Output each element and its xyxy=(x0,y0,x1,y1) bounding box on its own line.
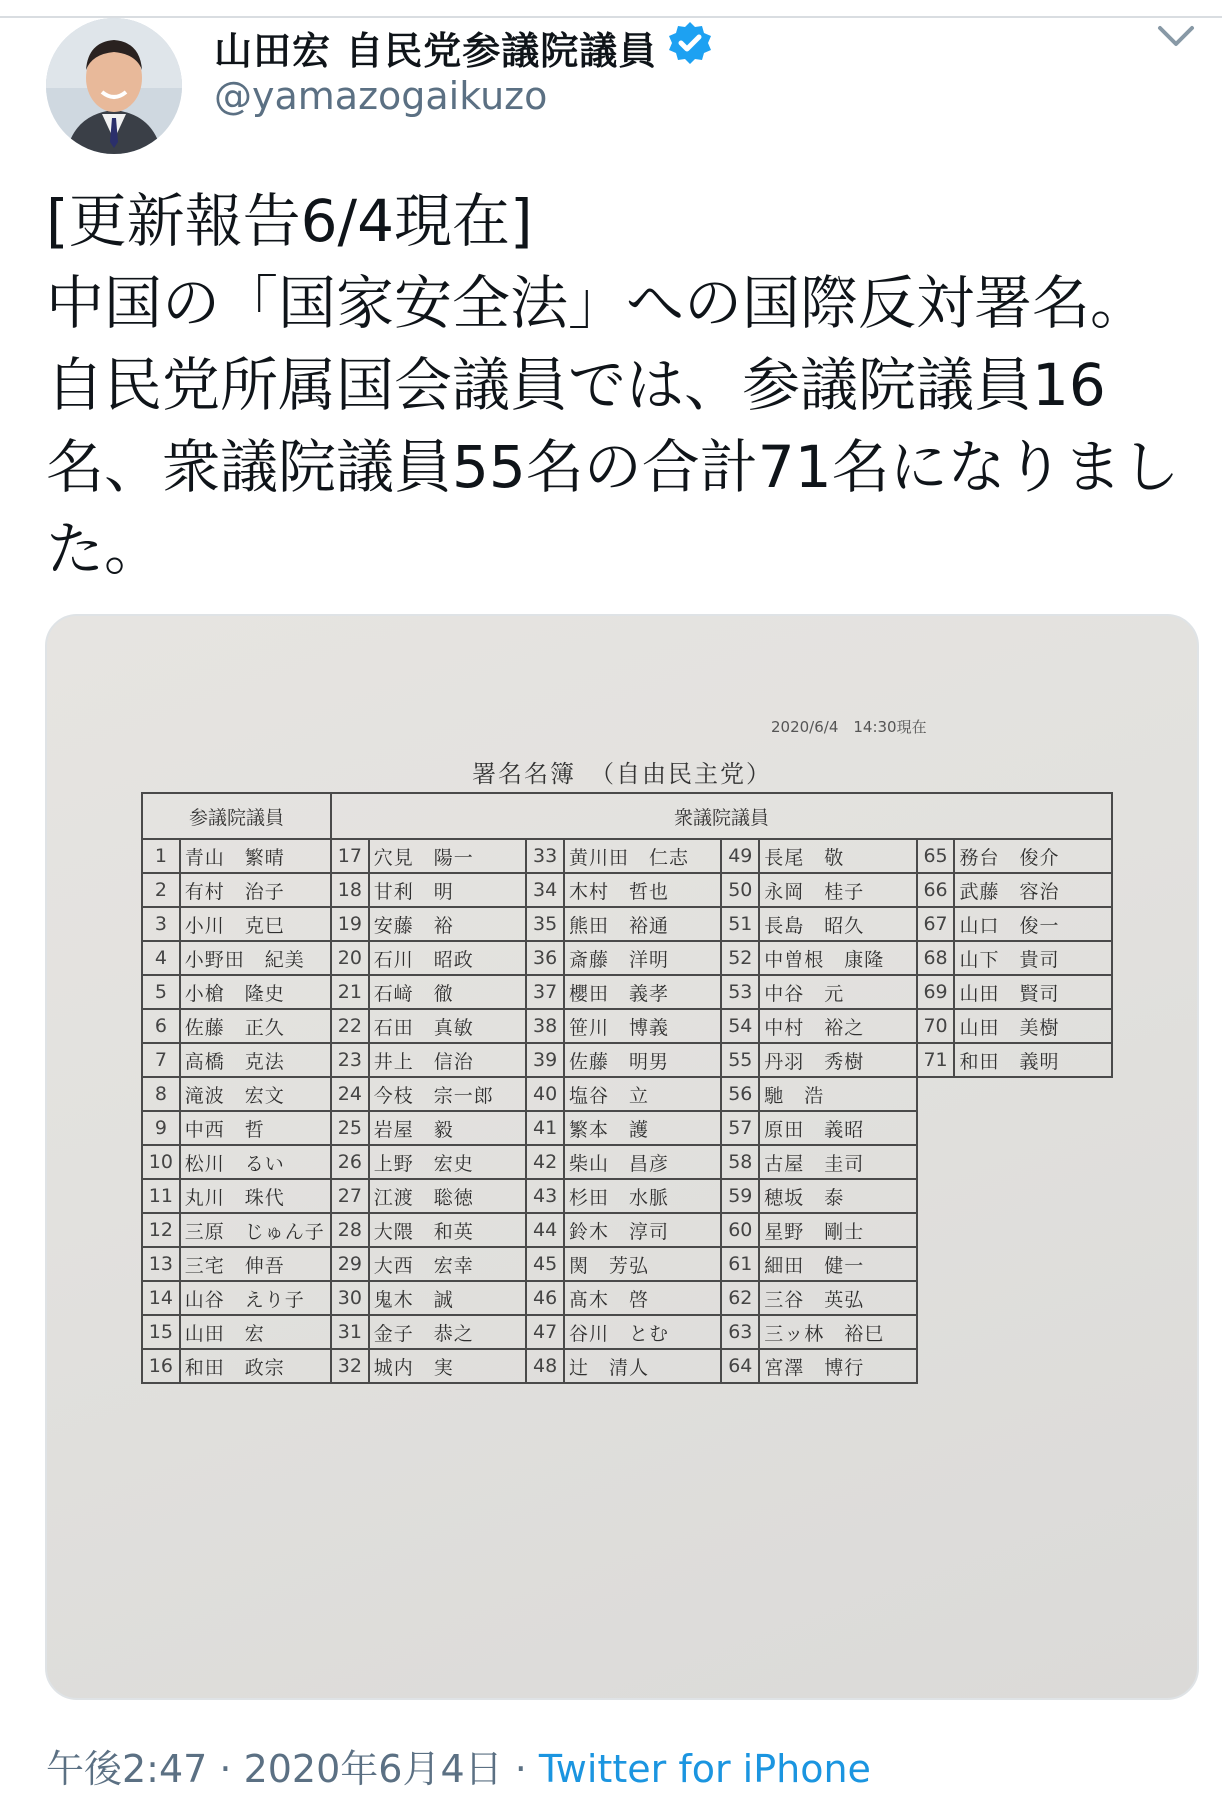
member-name: 石川 昭政 xyxy=(369,941,526,975)
member-number: 67 xyxy=(917,907,955,941)
member-number: 33 xyxy=(526,839,564,873)
member-number: 32 xyxy=(331,1349,369,1383)
member-name: 三谷 英弘 xyxy=(759,1281,916,1315)
table-row xyxy=(142,873,1112,907)
member-number: 40 xyxy=(526,1077,564,1111)
member-name: 松川 るい xyxy=(180,1145,331,1179)
member-number: 49 xyxy=(721,839,759,873)
member-name: 斎藤 洋明 xyxy=(564,941,721,975)
member-number: 31 xyxy=(331,1315,369,1349)
member-number: 4 xyxy=(142,941,180,975)
member-name: 大西 宏幸 xyxy=(369,1247,526,1281)
member-number: 17 xyxy=(331,839,369,873)
member-name: 山口 俊一 xyxy=(954,907,1112,941)
member-number: 54 xyxy=(721,1009,759,1043)
member-name: 鈴木 淳司 xyxy=(564,1213,721,1247)
member-number: 22 xyxy=(331,1009,369,1043)
member-number: 47 xyxy=(526,1315,564,1349)
member-name: 山田 宏 xyxy=(180,1315,331,1349)
member-number: 27 xyxy=(331,1179,369,1213)
member-number: 53 xyxy=(721,975,759,1009)
member-name: 三宅 伸吾 xyxy=(180,1247,331,1281)
member-number: 61 xyxy=(721,1247,759,1281)
member-name: 小川 克巳 xyxy=(180,907,331,941)
empty-cell xyxy=(954,1247,1112,1281)
table-row xyxy=(142,1247,1112,1281)
member-name: 山下 貴司 xyxy=(954,941,1112,975)
member-number: 24 xyxy=(331,1077,369,1111)
table-row xyxy=(142,1349,1112,1383)
table-row xyxy=(142,1145,1112,1179)
member-name: 髙木 啓 xyxy=(564,1281,721,1315)
member-name: 馳 浩 xyxy=(759,1077,916,1111)
member-name: 有村 治子 xyxy=(180,873,331,907)
member-name: 黄川田 仁志 xyxy=(564,839,721,873)
member-number: 15 xyxy=(142,1315,180,1349)
empty-cell xyxy=(954,1281,1112,1315)
member-name: 小野田 紀美 xyxy=(180,941,331,975)
avatar-photo xyxy=(46,18,182,154)
member-number: 34 xyxy=(526,873,564,907)
member-number: 63 xyxy=(721,1315,759,1349)
member-name: 井上 信治 xyxy=(369,1043,526,1077)
member-number: 51 xyxy=(721,907,759,941)
table-row xyxy=(142,1315,1112,1349)
member-name: 長島 昭久 xyxy=(759,907,916,941)
member-number: 16 xyxy=(142,1349,180,1383)
member-name: 細田 健一 xyxy=(759,1247,916,1281)
tweet-source-link[interactable]: Twitter for iPhone xyxy=(538,1747,871,1791)
member-name: 和田 政宗 xyxy=(180,1349,331,1383)
member-number: 45 xyxy=(526,1247,564,1281)
member-name: 穂坂 泰 xyxy=(759,1179,916,1213)
member-name: 金子 恭之 xyxy=(369,1315,526,1349)
empty-cell xyxy=(917,1281,955,1315)
member-number: 38 xyxy=(526,1009,564,1043)
member-number: 6 xyxy=(142,1009,180,1043)
table-row xyxy=(142,1179,1112,1213)
member-number: 25 xyxy=(331,1111,369,1145)
member-number: 7 xyxy=(142,1043,180,1077)
table-row xyxy=(142,975,1112,1009)
member-name: 塩谷 立 xyxy=(564,1077,721,1111)
member-number: 28 xyxy=(331,1213,369,1247)
member-name: 中村 裕之 xyxy=(759,1009,916,1043)
member-name: 石﨑 徹 xyxy=(369,975,526,1009)
table-row xyxy=(142,1043,1112,1077)
empty-cell xyxy=(917,1247,955,1281)
member-name: 杉田 水脈 xyxy=(564,1179,721,1213)
member-number: 69 xyxy=(917,975,955,1009)
member-name: 関 芳弘 xyxy=(564,1247,721,1281)
member-number: 39 xyxy=(526,1043,564,1077)
member-number: 3 xyxy=(142,907,180,941)
member-name: 佐藤 明男 xyxy=(564,1043,721,1077)
member-name: 中西 哲 xyxy=(180,1111,331,1145)
member-name: 永岡 桂子 xyxy=(759,873,916,907)
member-number: 62 xyxy=(721,1281,759,1315)
member-name: 山田 美樹 xyxy=(954,1009,1112,1043)
table-row xyxy=(142,941,1112,975)
signatory-table xyxy=(141,792,1113,1384)
member-number: 5 xyxy=(142,975,180,1009)
member-name: 櫻田 義孝 xyxy=(564,975,721,1009)
member-number: 65 xyxy=(917,839,955,873)
member-number: 30 xyxy=(331,1281,369,1315)
member-number: 60 xyxy=(721,1213,759,1247)
member-name: 安藤 裕 xyxy=(369,907,526,941)
member-number: 21 xyxy=(331,975,369,1009)
member-number: 37 xyxy=(526,975,564,1009)
document-date: 2020/6/4 14:30現在 xyxy=(771,718,927,736)
member-number: 41 xyxy=(526,1111,564,1145)
member-name: 武藤 容治 xyxy=(954,873,1112,907)
member-number: 64 xyxy=(721,1349,759,1383)
member-name: 山谷 えり子 xyxy=(180,1281,331,1315)
member-name: 三原 じゅん子 xyxy=(180,1213,331,1247)
empty-cell xyxy=(917,1315,955,1349)
member-number: 8 xyxy=(142,1077,180,1111)
member-name: 青山 繁晴 xyxy=(180,839,331,873)
member-name: 谷川 とむ xyxy=(564,1315,721,1349)
member-number: 35 xyxy=(526,907,564,941)
member-name: 丹羽 秀樹 xyxy=(759,1043,916,1077)
member-name: 三ッ林 裕巳 xyxy=(759,1315,916,1349)
member-name: 鬼木 誠 xyxy=(369,1281,526,1315)
top-divider xyxy=(0,16,1222,18)
member-number: 11 xyxy=(142,1179,180,1213)
member-name: 務台 俊介 xyxy=(954,839,1112,873)
member-number: 1 xyxy=(142,839,180,873)
verified-badge-icon xyxy=(666,20,714,68)
document-title: 署名名簿 （自由民主党） xyxy=(472,760,772,788)
member-number: 19 xyxy=(331,907,369,941)
member-name: 岩屋 毅 xyxy=(369,1111,526,1145)
member-name: 佐藤 正久 xyxy=(180,1009,331,1043)
member-number: 70 xyxy=(917,1009,955,1043)
member-number: 59 xyxy=(721,1179,759,1213)
author-avatar[interactable] xyxy=(46,18,182,154)
member-name: 甘利 明 xyxy=(369,873,526,907)
member-name: 今枝 宗一郎 xyxy=(369,1077,526,1111)
member-name: 笹川 博義 xyxy=(564,1009,721,1043)
member-number: 23 xyxy=(331,1043,369,1077)
empty-cell xyxy=(954,1077,1112,1111)
attached-photo[interactable] xyxy=(45,614,1199,1700)
table-row xyxy=(142,1009,1112,1043)
member-name: 石田 真敏 xyxy=(369,1009,526,1043)
member-name: 大隈 和英 xyxy=(369,1213,526,1247)
member-number: 52 xyxy=(721,941,759,975)
empty-cell xyxy=(954,1349,1112,1383)
member-number: 57 xyxy=(721,1111,759,1145)
member-name: 高橋 克法 xyxy=(180,1043,331,1077)
chevron-down-icon[interactable] xyxy=(1152,18,1200,54)
member-name: 繁本 護 xyxy=(564,1111,721,1145)
table-row xyxy=(142,907,1112,941)
member-number: 44 xyxy=(526,1213,564,1247)
member-name: 古屋 圭司 xyxy=(759,1145,916,1179)
member-name: 宮澤 博行 xyxy=(759,1349,916,1383)
member-name: 原田 義昭 xyxy=(759,1111,916,1145)
member-number: 18 xyxy=(331,873,369,907)
member-number: 55 xyxy=(721,1043,759,1077)
table-row xyxy=(142,839,1112,873)
member-number: 58 xyxy=(721,1145,759,1179)
member-number: 48 xyxy=(526,1349,564,1383)
member-name: 滝波 宏文 xyxy=(180,1077,331,1111)
author-handle[interactable]: @yamazogaikuzo xyxy=(214,74,548,118)
member-name: 小槍 隆史 xyxy=(180,975,331,1009)
empty-cell xyxy=(954,1111,1112,1145)
member-number: 9 xyxy=(142,1111,180,1145)
empty-cell xyxy=(917,1111,955,1145)
member-number: 14 xyxy=(142,1281,180,1315)
member-name: 星野 剛士 xyxy=(759,1213,916,1247)
empty-cell xyxy=(954,1315,1112,1349)
member-number: 66 xyxy=(917,873,955,907)
table-row xyxy=(142,1213,1112,1247)
empty-cell xyxy=(917,1145,955,1179)
member-name: 中曽根 康隆 xyxy=(759,941,916,975)
member-name: 木村 哲也 xyxy=(564,873,721,907)
empty-cell xyxy=(917,1179,955,1213)
member-number: 20 xyxy=(331,941,369,975)
member-name: 穴見 陽一 xyxy=(369,839,526,873)
member-name: 丸川 珠代 xyxy=(180,1179,331,1213)
member-number: 36 xyxy=(526,941,564,975)
member-name: 辻 清人 xyxy=(564,1349,721,1383)
member-name: 城内 実 xyxy=(369,1349,526,1383)
member-name: 長尾 敬 xyxy=(759,839,916,873)
tweet-timestamp xyxy=(46,1738,871,1793)
member-number: 68 xyxy=(917,941,955,975)
table-row xyxy=(142,1111,1112,1145)
member-number: 71 xyxy=(917,1043,955,1077)
member-name: 中谷 元 xyxy=(759,975,916,1009)
table-row xyxy=(142,1281,1112,1315)
empty-cell xyxy=(954,1213,1112,1247)
empty-cell xyxy=(954,1145,1112,1179)
member-number: 50 xyxy=(721,873,759,907)
representatives-header: 衆議院議員 xyxy=(331,793,1112,839)
member-name: 江渡 聡徳 xyxy=(369,1179,526,1213)
table-row xyxy=(142,1077,1112,1111)
councillors-header: 参議院議員 xyxy=(142,793,331,839)
member-number: 43 xyxy=(526,1179,564,1213)
member-number: 2 xyxy=(142,873,180,907)
member-name: 和田 義明 xyxy=(954,1043,1112,1077)
tweet-time[interactable]: 午後2:47 · 2020年6月4日 · xyxy=(46,1747,539,1791)
member-number: 13 xyxy=(142,1247,180,1281)
empty-cell xyxy=(917,1213,955,1247)
member-name: 柴山 昌彦 xyxy=(564,1145,721,1179)
empty-cell xyxy=(917,1349,955,1383)
member-number: 12 xyxy=(142,1213,180,1247)
member-number: 29 xyxy=(331,1247,369,1281)
member-number: 46 xyxy=(526,1281,564,1315)
member-number: 56 xyxy=(721,1077,759,1111)
member-name: 山田 賢司 xyxy=(954,975,1112,1009)
tweet-text: [更新報告6/4現在] 中国の「国家安全法」への国際反対署名。 自民党所属国会議員では、参議院議員16名、衆議院議員55名の合計71名になりました。 xyxy=(46,187,1180,583)
author-display-name[interactable]: 山田宏 自民党参議院議員 xyxy=(214,29,658,73)
empty-cell xyxy=(917,1077,955,1111)
member-name: 上野 宏史 xyxy=(369,1145,526,1179)
member-number: 10 xyxy=(142,1145,180,1179)
member-name: 熊田 裕通 xyxy=(564,907,721,941)
member-number: 26 xyxy=(331,1145,369,1179)
member-number: 42 xyxy=(526,1145,564,1179)
empty-cell xyxy=(954,1179,1112,1213)
